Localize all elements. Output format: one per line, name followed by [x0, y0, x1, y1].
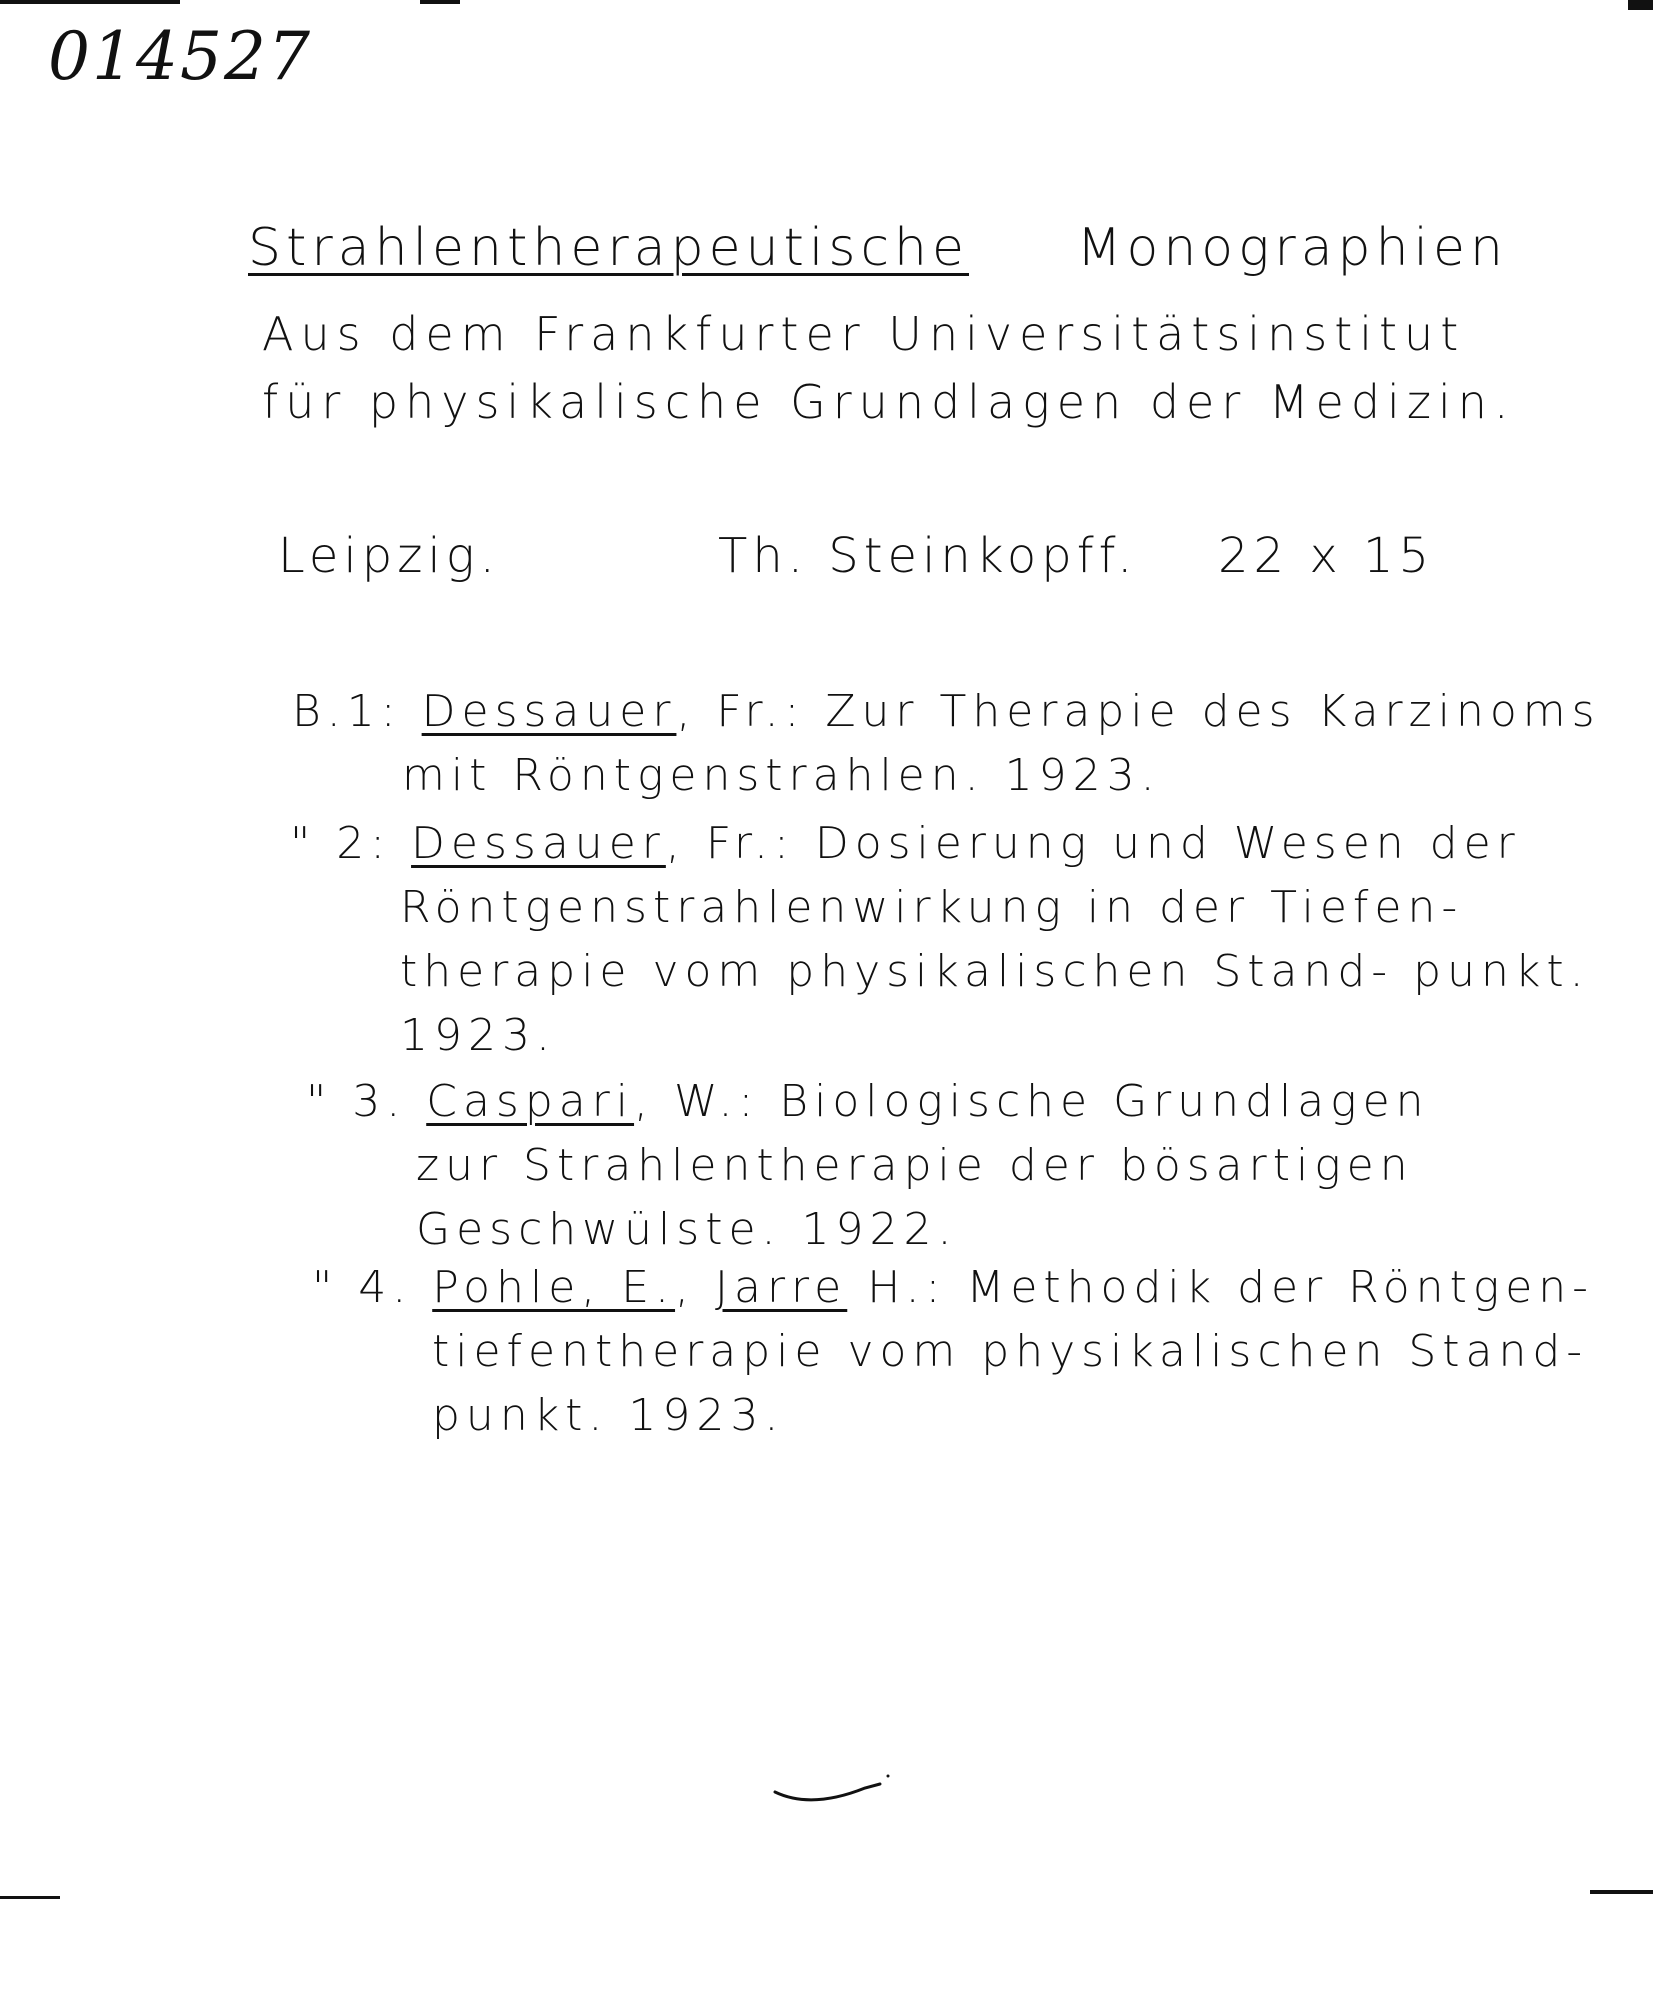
- imprint-line: [278, 528, 1434, 584]
- volume-number: " 2:: [290, 818, 392, 869]
- volume-author: Dessauer: [421, 686, 677, 737]
- imprint-place: Leipzig.: [278, 528, 500, 584]
- right-edge-mark: [1628, 0, 1653, 10]
- series-subtitle: Aus dem Frankfurter Universitätsinstitut für physikalische Grundlagen der Medizin.: [262, 307, 1516, 429]
- volume-number: " 3.: [306, 1076, 407, 1127]
- volume-entry-2: [290, 812, 1620, 1068]
- top-edge-mark-right: [420, 0, 460, 4]
- volume-entry-3: [306, 1070, 1606, 1262]
- series-title-underlined: Strahlentherapeutische: [248, 218, 969, 278]
- pen-swoosh-mark: [770, 1770, 890, 1810]
- volume-title-continuation: tiefentherapie vom physikalischen Stand- punkt. 1923.: [432, 1326, 1589, 1441]
- volume-title-first-line: Methodik der Röntgen-: [966, 1262, 1595, 1313]
- volume-entry-4: [312, 1256, 1632, 1448]
- volume-author-rest: , Fr.:: [676, 686, 806, 737]
- bottom-right-edge-mark: [1590, 1890, 1653, 1894]
- series-title-rest: Monographien: [1076, 218, 1508, 278]
- catalog-number: 014527: [48, 18, 312, 95]
- volume-title-first-line: Dosierung und Wesen der: [814, 818, 1521, 869]
- volume-number: B.1:: [292, 686, 402, 737]
- volume-title-continuation: zur Strahlentherapie der bösartigen Geschwülste. 1922.: [416, 1140, 1414, 1255]
- imprint-format: 22 x 15: [1218, 528, 1435, 584]
- volume-author: Caspari: [426, 1076, 635, 1127]
- volume-author-rest: , Fr.:: [665, 818, 795, 869]
- volume-author: Dessauer: [411, 818, 666, 869]
- imprint-publisher: Th. Steinkopff.: [718, 528, 1138, 584]
- volume-title-continuation: mit Röntgenstrahlen. 1923.: [402, 750, 1161, 801]
- volume-entry-1: [292, 680, 1622, 808]
- volume-coauthor: Jarre: [715, 1262, 848, 1313]
- volume-title-first-line: Zur Therapie des Karzinoms: [825, 686, 1601, 737]
- volume-author: Pohle, E.: [432, 1262, 676, 1313]
- volume-number: " 4.: [312, 1262, 413, 1313]
- top-edge-mark: [0, 0, 180, 4]
- volume-author-rest: H.:: [847, 1262, 947, 1313]
- volume-title-continuation: Röntgenstrahlenwirkung in der Tiefen- therapie vom physikalischen Stand- punkt. 1923.: [400, 882, 1590, 1061]
- volume-author-sep: ,: [675, 1262, 716, 1313]
- series-title: [248, 218, 1508, 278]
- volume-title-first-line: Biologische Grundlagen: [779, 1076, 1430, 1127]
- volume-author-rest: , W.:: [634, 1076, 760, 1127]
- bottom-left-edge-mark: [0, 1896, 60, 1899]
